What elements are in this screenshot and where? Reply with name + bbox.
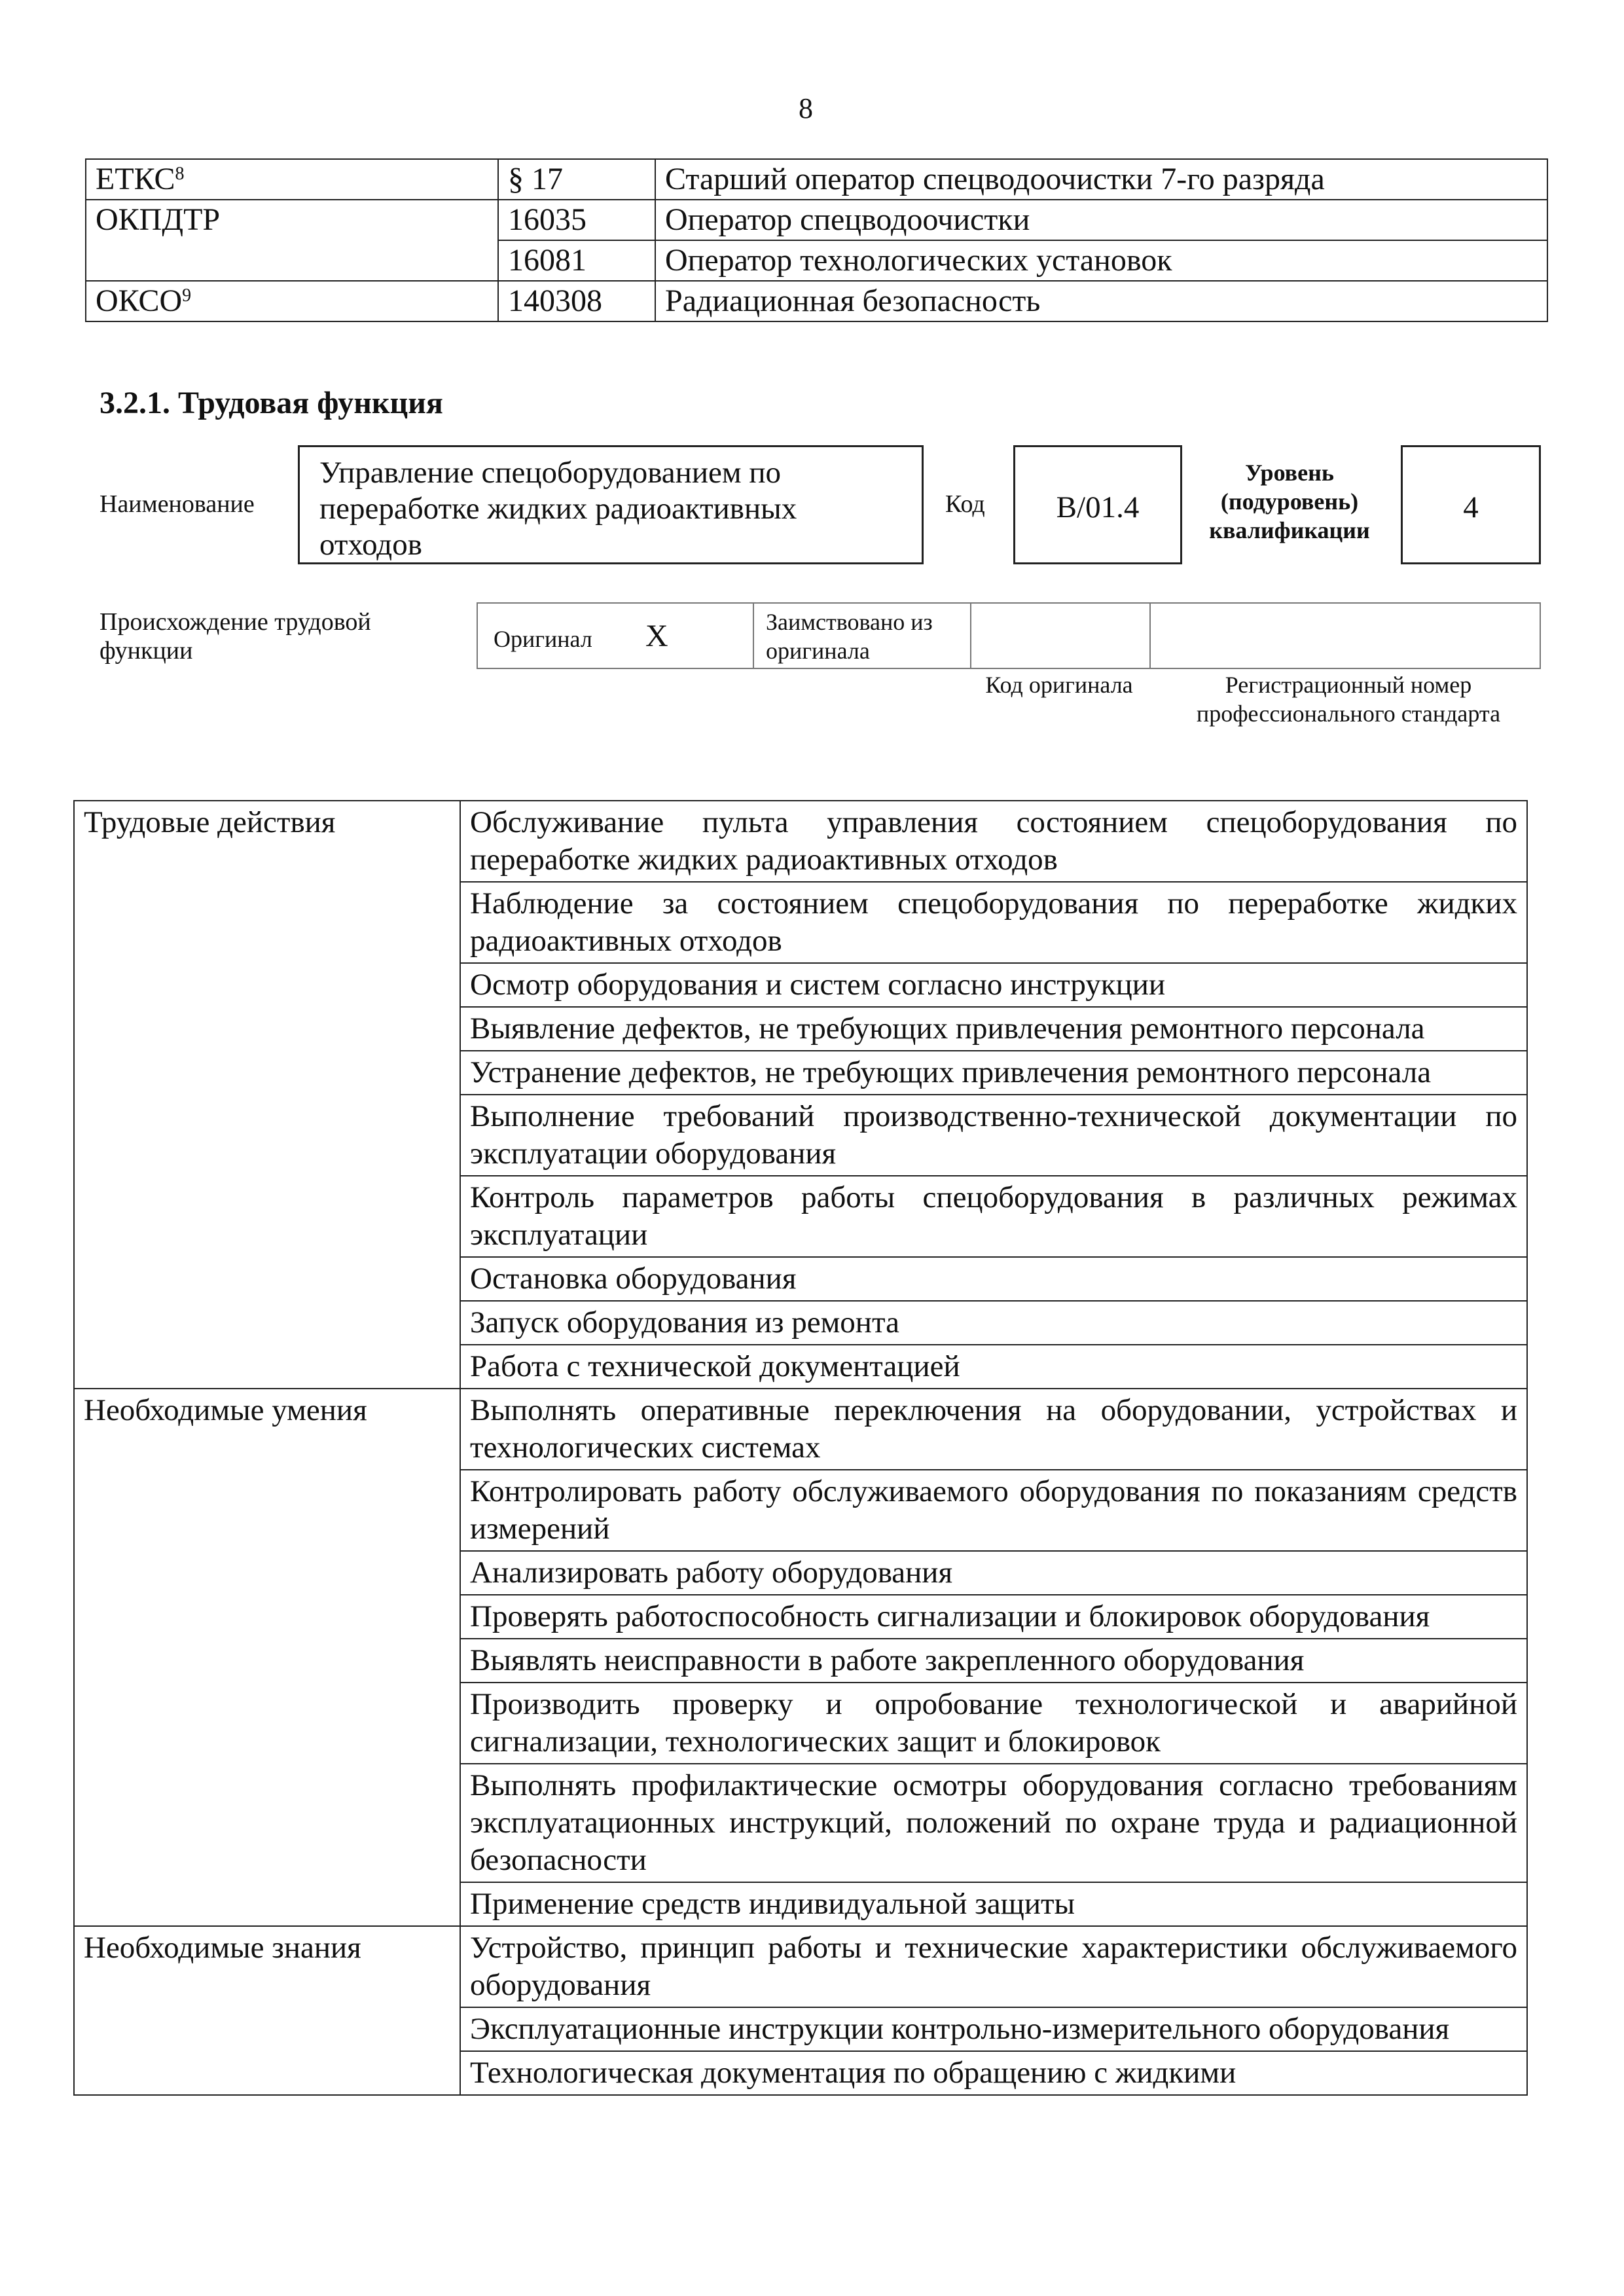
classification-name: Оператор технологических установок xyxy=(655,240,1547,281)
classification-group xyxy=(86,281,498,321)
table-row xyxy=(74,801,1527,882)
code-original-caption: Код оригинала xyxy=(985,672,1133,698)
list-item: Запуск оборудования из ремонта xyxy=(460,1301,1527,1345)
function-code: B/01.4 xyxy=(1056,490,1140,524)
name-label: Наименование xyxy=(99,490,255,518)
page-number: 8 xyxy=(799,92,813,124)
section-heading: 3.2.1. Трудовая функция xyxy=(99,386,443,420)
list-item: Анализировать работу оборудования xyxy=(460,1551,1527,1595)
group-label: ЕТКС xyxy=(96,162,175,196)
original-mark: X xyxy=(645,619,668,653)
list-item: Технологическая документация по обращению с жидкими xyxy=(460,2051,1527,2095)
list-item: Выявлять неисправности в работе закрепленного оборудования xyxy=(460,1639,1527,1683)
reg-number-caption: Регистрационный номер профессионального стандарта xyxy=(1196,672,1501,727)
classification-name: Радиационная безопасность xyxy=(655,281,1547,321)
list-item: Осмотр оборудования и систем согласно инструкции xyxy=(460,963,1527,1007)
list-item: Контроль параметров работы спецоборудования в различных режимах эксплуатации xyxy=(460,1176,1527,1257)
list-item: Производить проверку и опробование технологической и аварийной сигнализации, технологических защит и блокировок xyxy=(460,1683,1527,1764)
footnote-ref: 8 xyxy=(175,164,185,184)
original-label: Оригинал xyxy=(494,626,592,652)
group-label: ОКСО xyxy=(96,283,183,318)
list-item: Эксплуатационные инструкции контрольно-измерительного оборудования xyxy=(460,2007,1527,2051)
list-item: Выполнять оперативные переключения на оборудовании, устройствах и технологических системах xyxy=(460,1389,1527,1470)
code-original-cell xyxy=(970,604,1151,668)
category-title: Трудовые действия xyxy=(74,801,460,1389)
list-item: Применение средств индивидуальной защиты xyxy=(460,1882,1527,1926)
list-item: Устранение дефектов, не требующих привлечения ремонтного персонала xyxy=(460,1051,1527,1095)
classification-row xyxy=(86,159,1547,200)
classification-row xyxy=(86,281,1547,321)
code-label: Код xyxy=(945,490,985,518)
classification-group xyxy=(86,200,498,281)
classification-row xyxy=(86,200,1547,240)
competency-table xyxy=(73,800,1528,2096)
level-label: Уровень (подуровень) квалификации xyxy=(1209,460,1370,543)
classification-name: Старший оператор спецводоочистки 7-го разряда xyxy=(655,159,1547,200)
classification-code: 140308 xyxy=(498,281,655,321)
list-item: Проверять работоспособность сигнализации и блокировок оборудования xyxy=(460,1595,1527,1639)
list-item: Работа с технической документацией xyxy=(460,1345,1527,1389)
table-row xyxy=(74,1389,1527,1470)
list-item: Устройство, принцип работы и технические характеристики обслуживаемого оборудования xyxy=(460,1926,1527,2007)
classification-code: 16081 xyxy=(498,240,655,281)
list-item: Контролировать работу обслуживаемого оборудования по показаниям средств измерений xyxy=(460,1470,1527,1551)
list-item: Обслуживание пульта управления состоянием спецоборудования по переработке жидких радиоактивных отходов xyxy=(460,801,1527,882)
level-box xyxy=(1401,445,1541,564)
original-cell xyxy=(478,604,754,668)
group-label: ОКПДТР xyxy=(96,202,221,237)
list-item: Наблюдение за состоянием спецоборудования по переработке жидких радиоактивных отходов xyxy=(460,882,1527,963)
list-item: Остановка оборудования xyxy=(460,1257,1527,1301)
list-item: Выявление дефектов, не требующих привлечения ремонтного персонала xyxy=(460,1007,1527,1051)
classification-name: Оператор спецводоочистки xyxy=(655,200,1547,240)
category-title: Необходимые знания xyxy=(74,1926,460,2095)
name-box xyxy=(298,445,924,564)
classification-code: § 17 xyxy=(498,159,655,200)
list-item: Выполнение требований производственно-технической документации по эксплуатации оборудования xyxy=(460,1095,1527,1176)
list-item: Выполнять профилактические осмотры оборудования согласно требованиям эксплуатационных инструкций, положений по охране труда и радиационной безопасности xyxy=(460,1764,1527,1882)
classification-code: 16035 xyxy=(498,200,655,240)
function-name: Управление спецоборудованием по переработке жидких радиоактивных отходов xyxy=(319,456,797,562)
classification-group xyxy=(86,159,498,200)
code-box xyxy=(1013,445,1182,564)
level-value: 4 xyxy=(1463,490,1479,524)
origin-label: Происхождение трудовой функции xyxy=(99,608,371,665)
borrowed-label: Заимствовано из оригинала xyxy=(766,609,933,664)
classification-table xyxy=(85,158,1548,322)
footnote-ref: 9 xyxy=(182,285,192,306)
origin-row xyxy=(477,602,1541,669)
table-row xyxy=(74,1926,1527,2007)
category-title: Необходимые умения xyxy=(74,1389,460,1926)
